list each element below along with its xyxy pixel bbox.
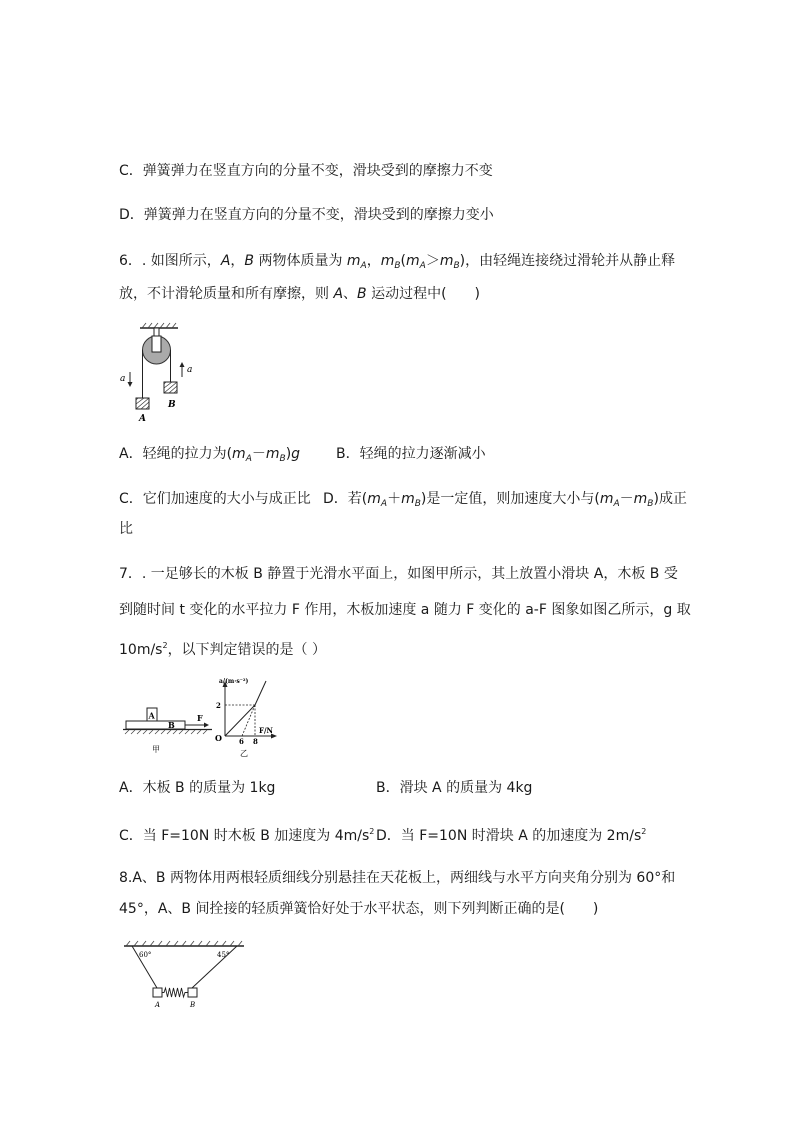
q6-stem-line1: 6．. 如图所示，A，B 两物体质量为 $m_A$，$m_B(m_A>m_B)$，由轻绳连接绕过滑轮并从静止释 <box>119 253 676 271</box>
q6-fig-label-a-left: a <box>120 374 126 384</box>
q7-option-c: C．当 F=10N 时木板 B 加速度为 $4m/s^2$ <box>119 827 375 844</box>
q6-fig-label-a-right: a <box>187 365 193 375</box>
q7-board-figure <box>122 700 220 760</box>
q8-stem-line2: 45°，A、B 间拴接的轻质弹簧恰好处于水平状态，则下列判断正确的是( ) <box>119 901 599 917</box>
q7-graph-caption: 乙 <box>240 749 248 758</box>
q7-fig-label-A: A <box>148 710 155 721</box>
q7-graph-tick-y: 2 <box>216 701 221 710</box>
q6-option-c: C．它们加速度的大小与成正比 <box>119 491 311 507</box>
q7-stem-line1: 7．. 一足够长的木板 B 静置于光滑水平面上，如图甲所示，其上放置小滑块 A，木板 B 受 <box>119 566 678 582</box>
q7-fig-label-B: B <box>168 720 175 730</box>
q8-stem-line1: 8.A、B 两物体用两根轻质细线分别悬挂在天花板上，两细线与水平方向夹角分别为 60°和 <box>119 870 676 886</box>
q7-stem-line2: 到随时间 t 变化的水平拉力 F 作用，木板加速度 a 随力 F 变化的 a-F 图象如图乙所示，g 取 <box>119 602 691 618</box>
q6-pulley-figure <box>118 320 198 425</box>
q7-fig-label-F: F <box>197 713 203 723</box>
q7-fig-caption-left: 甲 <box>152 745 160 754</box>
q7-graph-y-axis: a/(m·s⁻²) <box>219 678 249 685</box>
q7-graph-x-axis: F/N <box>259 726 273 735</box>
q8-fig-angle-right: 45° <box>217 951 230 959</box>
q6-fig-label-B: B <box>168 400 176 410</box>
q7-graph-origin: O <box>215 733 222 743</box>
q8-fig-angle-left: 60° <box>139 951 152 959</box>
q6-option-d: D．若$(m_A+m_B)$是一定值，则加速度大小与$(m_A-m_B)$成正 <box>323 491 687 509</box>
q7-stem-line3: $10m/s^2$，以下判定错误的是（ ） <box>119 641 327 658</box>
q7-option-a: A．木板 B 的质量为 1kg <box>119 780 276 796</box>
q7-aF-graph <box>212 676 282 758</box>
q6-option-d-wrap: 比 <box>119 521 133 537</box>
q8-fig-label-B: B <box>190 1001 196 1009</box>
q8-spring-figure <box>120 938 250 1013</box>
q6-option-a: A．轻绳的拉力为$(m_A-m_B)g$ <box>119 446 301 464</box>
q7-option-d: D．当 F=10N 时滑块 A 的加速度为 $2m/s^2$ <box>376 827 647 844</box>
q6-option-b: B．轻绳的拉力逐渐减小 <box>336 446 486 462</box>
q7-option-b: B．滑块 A 的质量为 4kg <box>376 780 533 796</box>
q5-option-c: C．弹簧弹力在竖直方向的分量不变，滑块受到的摩擦力不变 <box>119 163 493 179</box>
q8-fig-label-A: A <box>155 1001 161 1009</box>
q7-graph-tick-x2: 8 <box>253 737 258 746</box>
q7-graph-tick-x1: 6 <box>239 737 244 746</box>
q6-stem-line2: 放，不计滑轮质量和所有摩擦，则 A、B 运动过程中( ) <box>119 286 481 302</box>
q5-option-d: D．弹簧弹力在竖直方向的分量不变，滑块受到的摩擦力变小 <box>119 207 494 223</box>
q6-fig-label-A: A <box>139 414 146 424</box>
